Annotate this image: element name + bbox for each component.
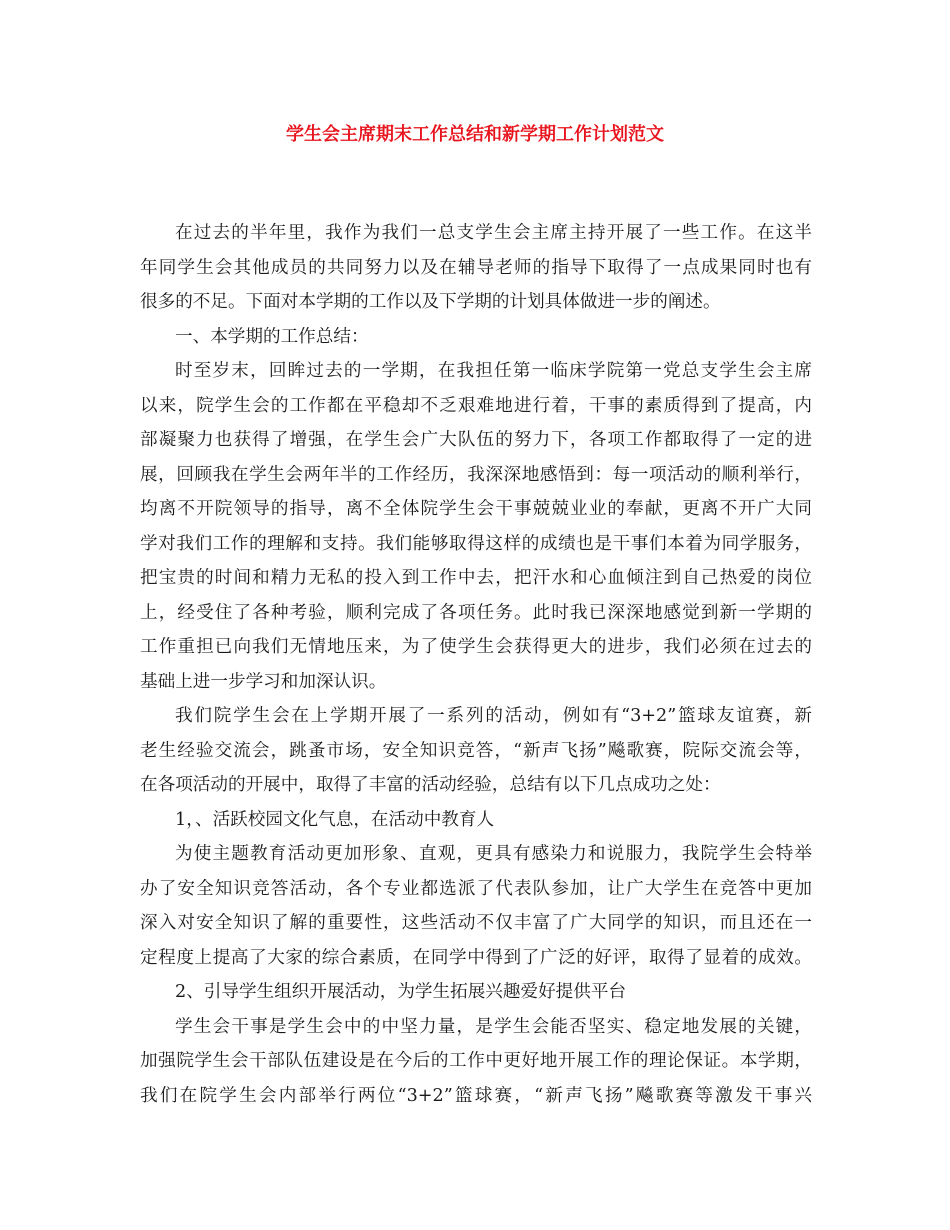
- text-line: 在各项活动的开展中，取得了丰富的活动经验，总结有以下几点成功之处：: [140, 775, 721, 795]
- text-line: 1，、活跃校园文化气息，在活动中教育人: [175, 809, 495, 830]
- text-line: 很多的不足。下面对本学期的工作以及下学期的计划具体做进一步的阐述。: [140, 292, 721, 312]
- text-line: 工作重担已向我们无情地压来，为了使学生会获得更大的进步，我们必须在过去的: [140, 637, 812, 657]
- text-line: 2、引导学生组织开展活动，为学生拓展兴趣爱好提供平台: [175, 982, 627, 1002]
- text-line: 时至岁末，回眸过去的一学期，在我担任第一临床学院第一党总支学生会主席: [175, 361, 812, 381]
- text-line: 在过去的半年里，我作为我们一总支学生会主席主持开展了一些工作。在这半: [175, 223, 812, 243]
- document-body: [140, 216, 812, 1113]
- text-line: 学对我们工作的理解和支持。我们能够取得这样的成绩也是干事们本着为同学服务，: [140, 533, 812, 554]
- text-line: 一、本学期的工作总结：: [175, 326, 369, 347]
- text-line: 定程度上提高了大家的综合素质，在同学中得到了广泛的好评，取得了显着的成效。: [140, 947, 812, 968]
- text-line: 为使主题教育活动更加形象、直观，更具有感染力和说服力，我院学生会特举: [175, 844, 812, 864]
- text-line: 加强院学生会干部队伍建设是在今后的工作中更好地开展工作的理论保证。本学期，: [140, 1051, 812, 1071]
- text-line: 老生经验交流会，跳蚤市场，安全知识竞答，“新声飞扬”飚歌赛，院际交流会等，: [140, 740, 812, 761]
- text-line: 我们在院学生会内部举行两位“3+2”篮球赛，“新声飞扬”飚歌赛等激发干事兴: [140, 1085, 812, 1106]
- text-line: 以来，院学生会的工作都在平稳却不乏艰难地进行着，干事的素质得到了提高，内: [140, 395, 812, 416]
- document-title: 学生会主席期末工作总结和新学期工作计划范文: [286, 124, 664, 145]
- text-line: 深入对安全知识了解的重要性，这些活动不仅丰富了广大同学的知识，而且还在一: [140, 913, 812, 933]
- text-line: 年同学生会其他成员的共同努力以及在辅导老师的指导下取得了一点成果同时也有: [140, 257, 812, 278]
- text-line: 把宝贵的时间和精力无私的投入到工作中去，把汗水和心血倾注到自己热爱的岗位: [140, 568, 812, 588]
- text-line: 部凝聚力也获得了增强，在学生会广大队伍的努力下，各项工作都取得了一定的进: [140, 430, 812, 450]
- text-line: 我们院学生会在上学期开展了一系列的活动，例如有“3+2”篮球友谊赛，新: [175, 706, 812, 726]
- text-line: 均离不开院领导的指导，离不全体院学生会干事兢兢业业的奉献，更离不开广大同: [140, 499, 812, 519]
- text-line: 办了安全知识竞答活动，各个专业都选派了代表队参加，让广大学生在竞答中更加: [140, 878, 812, 899]
- text-line: 上，经受住了各种考验，顺利完成了各项任务。此时我已深深地感觉到新一学期的: [140, 602, 812, 623]
- text-line: 学生会干事是学生会中的中坚力量，是学生会能否坚实、稳定地发展的关键，: [175, 1016, 812, 1037]
- text-line: 基础上进一步学习和加深认识。: [140, 671, 387, 692]
- text-line: 展，回顾我在学生会两年半的工作经历，我深深地感悟到：每一项活动的顺利举行，: [140, 464, 812, 485]
